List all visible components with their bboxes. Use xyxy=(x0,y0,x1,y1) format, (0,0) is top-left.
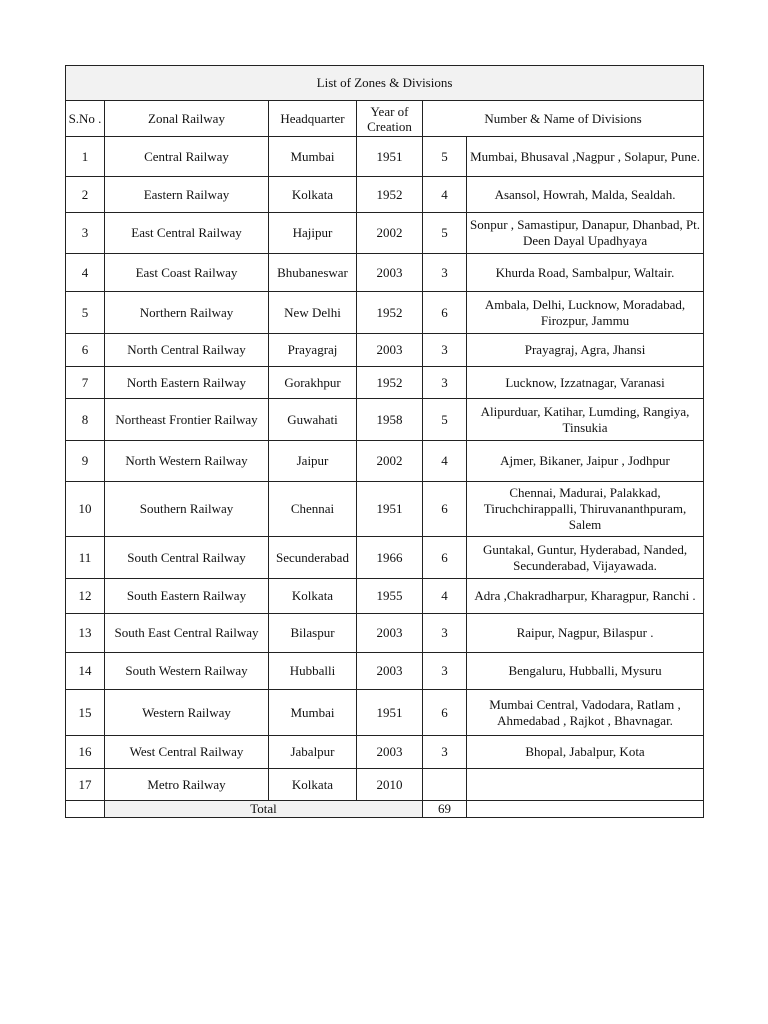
cell-division-names: Chennai, Madurai, Palakkad, Tiruchchirappalli, Thiruvananthpuram, Salem xyxy=(467,482,704,537)
cell-division-names: Bhopal, Jabalpur, Kota xyxy=(467,736,704,769)
cell-zonal-railway: South Eastern Railway xyxy=(105,579,269,614)
total-label: Total xyxy=(105,801,423,818)
cell-division-names: Bengaluru, Hubballi, Mysuru xyxy=(467,653,704,690)
table-row xyxy=(66,292,704,334)
cell-headquarter: Kolkata xyxy=(269,177,357,213)
cell-year: 2003 xyxy=(357,254,423,292)
table-row xyxy=(66,653,704,690)
cell-zonal-railway: South Central Railway xyxy=(105,537,269,579)
cell-division-count xyxy=(423,769,467,801)
cell-headquarter: Hubballi xyxy=(269,653,357,690)
cell-division-count: 4 xyxy=(423,579,467,614)
cell-year: 1951 xyxy=(357,137,423,177)
cell-sno: 1 xyxy=(66,137,105,177)
header-headquarter: Headquarter xyxy=(269,101,357,137)
cell-division-names: Raipur, Nagpur, Bilaspur . xyxy=(467,614,704,653)
header-divisions: Number & Name of Divisions xyxy=(423,101,704,137)
cell-year: 1951 xyxy=(357,690,423,736)
cell-year: 1958 xyxy=(357,399,423,441)
cell-division-names: Asansol, Howrah, Malda, Sealdah. xyxy=(467,177,704,213)
cell-zonal-railway: Eastern Railway xyxy=(105,177,269,213)
cell-division-count: 5 xyxy=(423,213,467,254)
cell-zonal-railway: Northern Railway xyxy=(105,292,269,334)
cell-sno: 16 xyxy=(66,736,105,769)
cell-division-names: Prayagraj, Agra, Jhansi xyxy=(467,334,704,367)
cell-zonal-railway: South Western Railway xyxy=(105,653,269,690)
cell-headquarter: Kolkata xyxy=(269,769,357,801)
table-row xyxy=(66,537,704,579)
cell-sno: 13 xyxy=(66,614,105,653)
total-blank-cell xyxy=(66,801,105,818)
cell-division-names: Alipurduar, Katihar, Lumding, Rangiya, Tinsukia xyxy=(467,399,704,441)
cell-year: 1966 xyxy=(357,537,423,579)
cell-sno: 12 xyxy=(66,579,105,614)
table-row xyxy=(66,482,704,537)
cell-division-names: Guntakal, Guntur, Hyderabad, Nanded, Secunderabad, Vijayawada. xyxy=(467,537,704,579)
cell-zonal-railway: East Central Railway xyxy=(105,213,269,254)
cell-division-names xyxy=(467,769,704,801)
cell-year: 1955 xyxy=(357,579,423,614)
table-row xyxy=(66,367,704,399)
cell-division-names: Lucknow, Izzatnagar, Varanasi xyxy=(467,367,704,399)
cell-division-count: 3 xyxy=(423,367,467,399)
cell-year: 2003 xyxy=(357,736,423,769)
cell-headquarter: Kolkata xyxy=(269,579,357,614)
cell-headquarter: Jabalpur xyxy=(269,736,357,769)
cell-headquarter: Hajipur xyxy=(269,213,357,254)
cell-sno: 5 xyxy=(66,292,105,334)
cell-division-count: 3 xyxy=(423,334,467,367)
cell-division-names: Khurda Road, Sambalpur, Waltair. xyxy=(467,254,704,292)
table-row xyxy=(66,736,704,769)
cell-zonal-railway: North Western Railway xyxy=(105,441,269,482)
cell-headquarter: Mumbai xyxy=(269,690,357,736)
cell-headquarter: Bilaspur xyxy=(269,614,357,653)
table-body xyxy=(66,137,704,801)
cell-zonal-railway: North Central Railway xyxy=(105,334,269,367)
cell-year: 1952 xyxy=(357,177,423,213)
cell-sno: 17 xyxy=(66,769,105,801)
table-row xyxy=(66,177,704,213)
cell-headquarter: Mumbai xyxy=(269,137,357,177)
cell-division-count: 3 xyxy=(423,254,467,292)
cell-division-count: 6 xyxy=(423,482,467,537)
cell-division-count: 3 xyxy=(423,614,467,653)
cell-division-count: 4 xyxy=(423,441,467,482)
header-year-of-creation: Year of Creation xyxy=(357,101,423,137)
cell-headquarter: Bhubaneswar xyxy=(269,254,357,292)
zones-divisions-table xyxy=(65,65,704,818)
cell-division-names: Sonpur , Samastipur, Danapur, Dhanbad, Pt. Deen Dayal Upadhyaya xyxy=(467,213,704,254)
cell-sno: 9 xyxy=(66,441,105,482)
header-zonal-railway: Zonal Railway xyxy=(105,101,269,137)
cell-division-names: Mumbai, Bhusaval ,Nagpur , Solapur, Pune. xyxy=(467,137,704,177)
cell-year: 1952 xyxy=(357,292,423,334)
cell-division-count: 6 xyxy=(423,537,467,579)
cell-division-count: 4 xyxy=(423,177,467,213)
cell-year: 2010 xyxy=(357,769,423,801)
cell-division-count: 6 xyxy=(423,690,467,736)
cell-zonal-railway: East Coast Railway xyxy=(105,254,269,292)
cell-division-count: 5 xyxy=(423,399,467,441)
cell-sno: 7 xyxy=(66,367,105,399)
cell-headquarter: Gorakhpur xyxy=(269,367,357,399)
table-title-row xyxy=(66,66,704,101)
cell-year: 2002 xyxy=(357,213,423,254)
cell-headquarter: New Delhi xyxy=(269,292,357,334)
table-row xyxy=(66,399,704,441)
table-row xyxy=(66,769,704,801)
table-row xyxy=(66,690,704,736)
cell-division-count: 6 xyxy=(423,292,467,334)
cell-sno: 6 xyxy=(66,334,105,367)
cell-zonal-railway: Northeast Frontier Railway xyxy=(105,399,269,441)
cell-headquarter: Secunderabad xyxy=(269,537,357,579)
cell-sno: 3 xyxy=(66,213,105,254)
cell-zonal-railway: Southern Railway xyxy=(105,482,269,537)
cell-sno: 15 xyxy=(66,690,105,736)
cell-zonal-railway: Western Railway xyxy=(105,690,269,736)
cell-division-names: Adra ,Chakradharpur, Kharagpur, Ranchi . xyxy=(467,579,704,614)
table-title: List of Zones & Divisions xyxy=(66,66,704,101)
table-row xyxy=(66,334,704,367)
cell-zonal-railway: Central Railway xyxy=(105,137,269,177)
cell-year: 2002 xyxy=(357,441,423,482)
cell-sno: 2 xyxy=(66,177,105,213)
table-header-row xyxy=(66,101,704,137)
cell-zonal-railway: Metro Railway xyxy=(105,769,269,801)
total-value: 69 xyxy=(423,801,467,818)
cell-headquarter: Jaipur xyxy=(269,441,357,482)
cell-headquarter: Prayagraj xyxy=(269,334,357,367)
total-row xyxy=(66,801,704,818)
cell-division-count: 5 xyxy=(423,137,467,177)
cell-zonal-railway: West Central Railway xyxy=(105,736,269,769)
cell-division-names: Ajmer, Bikaner, Jaipur , Jodhpur xyxy=(467,441,704,482)
cell-year: 1951 xyxy=(357,482,423,537)
table-row xyxy=(66,137,704,177)
cell-zonal-railway: North Eastern Railway xyxy=(105,367,269,399)
cell-sno: 4 xyxy=(66,254,105,292)
table-row xyxy=(66,213,704,254)
cell-zonal-railway: South East Central Railway xyxy=(105,614,269,653)
cell-sno: 10 xyxy=(66,482,105,537)
cell-headquarter: Chennai xyxy=(269,482,357,537)
cell-division-count: 3 xyxy=(423,736,467,769)
table-row xyxy=(66,441,704,482)
cell-division-names: Mumbai Central, Vadodara, Ratlam , Ahmedabad , Rajkot , Bhavnagar. xyxy=(467,690,704,736)
cell-sno: 14 xyxy=(66,653,105,690)
cell-division-names: Ambala, Delhi, Lucknow, Moradabad, Firozpur, Jammu xyxy=(467,292,704,334)
table-row xyxy=(66,579,704,614)
header-sno: S.No . xyxy=(66,101,105,137)
cell-sno: 11 xyxy=(66,537,105,579)
cell-headquarter: Guwahati xyxy=(269,399,357,441)
cell-sno: 8 xyxy=(66,399,105,441)
total-blank-cell xyxy=(467,801,704,818)
table-row xyxy=(66,614,704,653)
cell-year: 2003 xyxy=(357,334,423,367)
cell-division-count: 3 xyxy=(423,653,467,690)
cell-year: 2003 xyxy=(357,653,423,690)
cell-year: 2003 xyxy=(357,614,423,653)
cell-year: 1952 xyxy=(357,367,423,399)
table-row xyxy=(66,254,704,292)
